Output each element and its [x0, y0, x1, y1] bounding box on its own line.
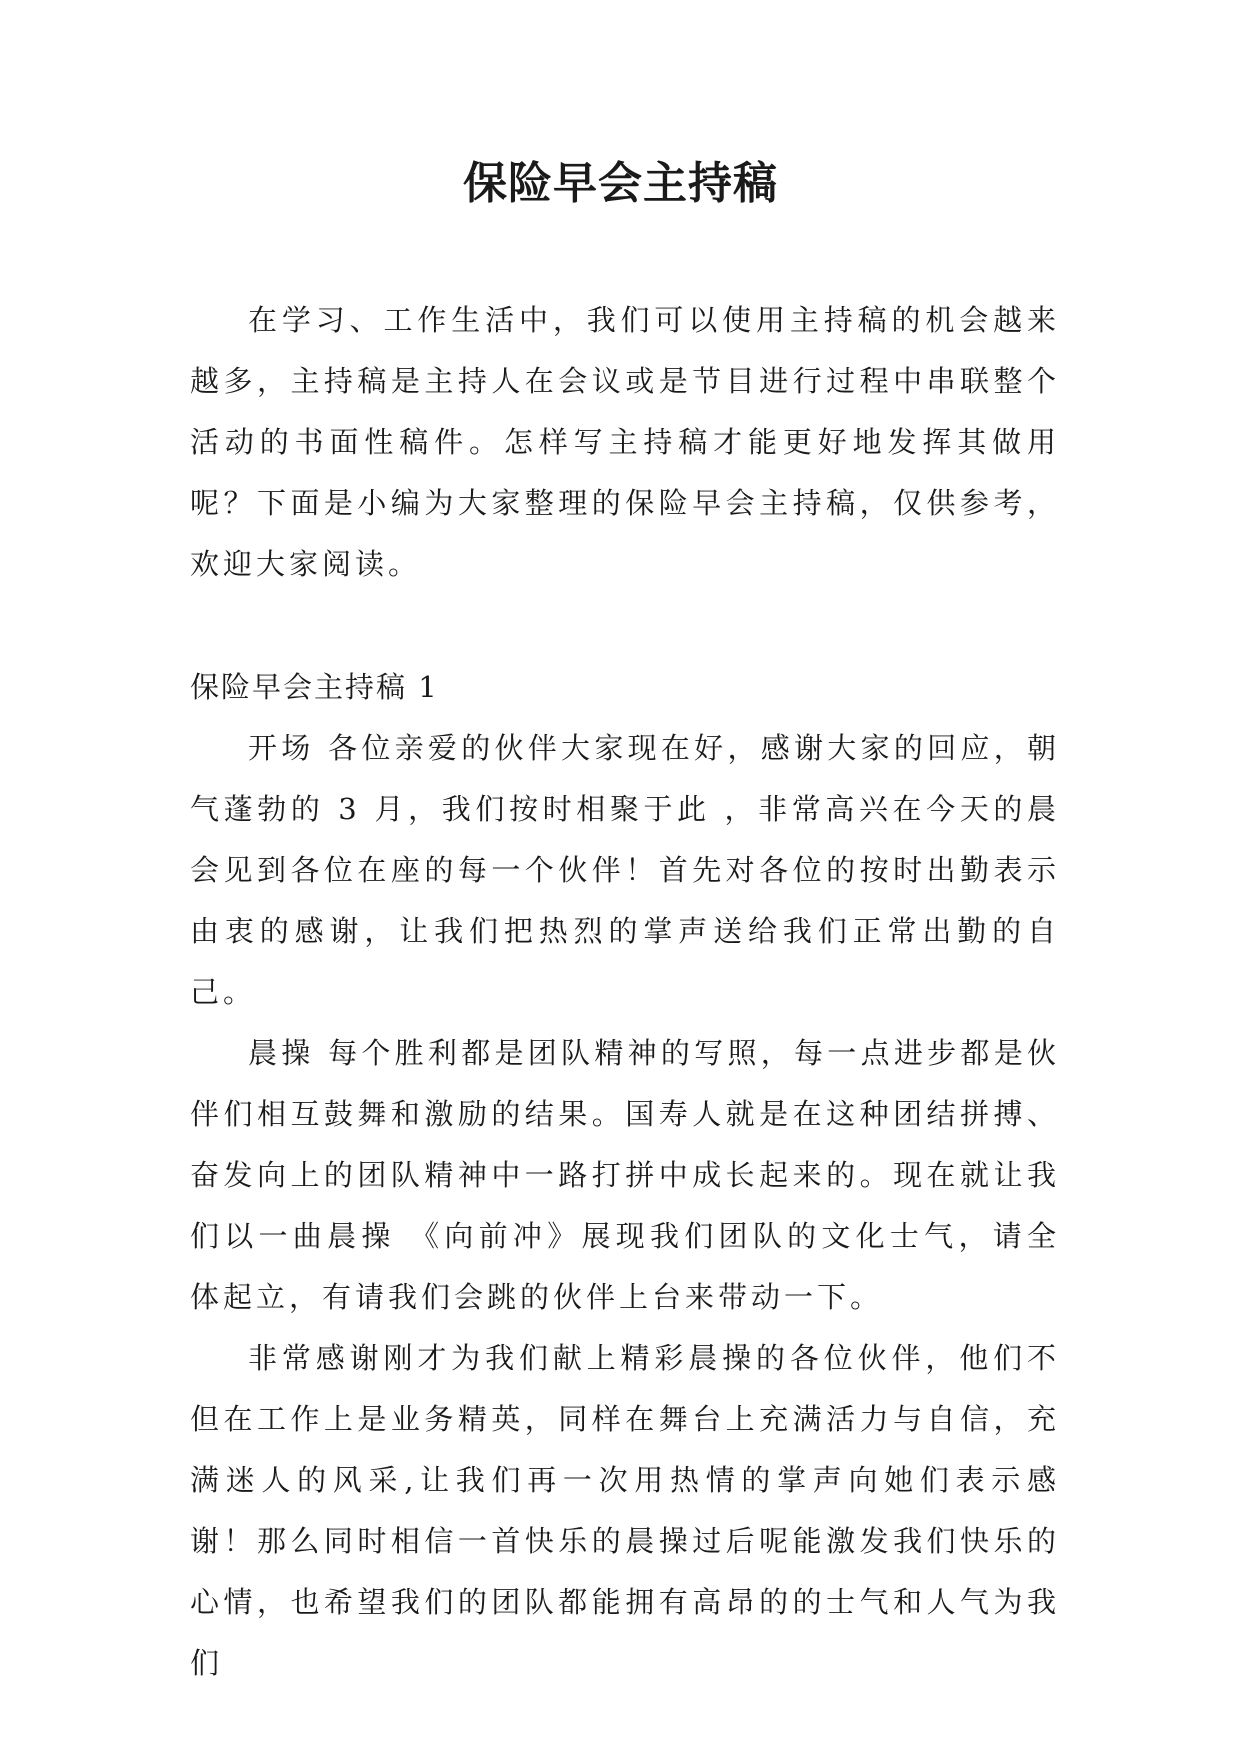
paragraph-morning-exercise: 晨操 每个胜利都是团队精神的写照，每一点进步都是伙伴们相互鼓舞和激励的结果。国寿人就是在这种团结拼搏、奋发向上的团队精神中一路打拼中成长起来的。现在就让我们以一曲晨操 《向前冲》展现我们团队的文化士气，请全体起立，有请我们会跳的伙伴上台来带动一下。 [190, 1036, 1060, 1314]
paragraph-thanks: 非常感谢刚才为我们献上精彩晨操的各位伙伴，他们不但在工作上是业务精英，同样在舞台上充满活力与自信，充满迷人的风采,让我们再一次用热情的掌声向她们表示感谢！那么同时相信一首快乐的晨操过后呢能激发我们快乐的心情，也希望我们的团队都能拥有高昂的的士气和人气为我们 [190, 1341, 1060, 1680]
section-heading: 保险早会主持稿 1 [190, 670, 439, 704]
document-title: 保险早会主持稿 [463, 158, 778, 209]
document-body [190, 290, 1060, 1694]
intro-paragraph: 在学习、工作生活中，我们可以使用主持稿的机会越来越多，主持稿是主持人在会议或是节目进行过程中串联整个活动的书面性稿件。怎样写主持稿才能更好地发挥其做用呢？下面是小编为大家整理的保险早会主持稿，仅供参考，欢迎大家阅读。 [190, 303, 1060, 581]
paragraph-opening: 开场 各位亲爱的伙伴大家现在好，感谢大家的回应，朝气蓬勃的 3 月，我们按时相聚于此 ，非常高兴在今天的晨会见到各位在座的每一个伙伴！首先对各位的按时出勤表示由衷的感谢，让我们把热烈的掌声送给我们正常出勤的自己。 [190, 731, 1060, 1009]
